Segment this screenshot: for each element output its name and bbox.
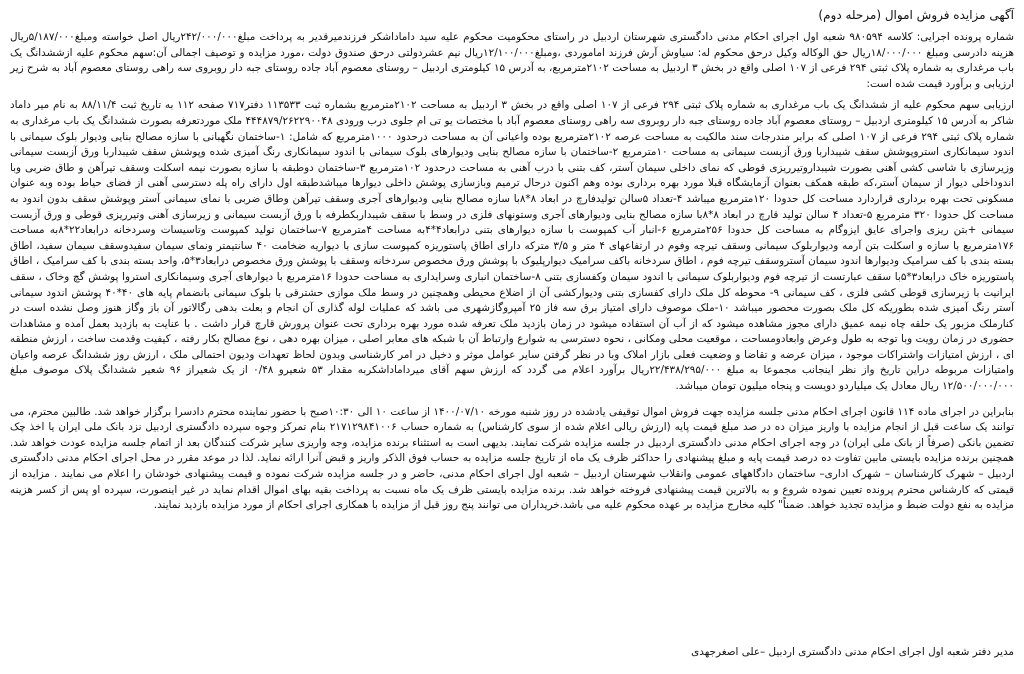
property-appraisal-paragraph: ارزیابی سهم محکوم علیه از ششدانگ یک باب مرغداری به شماره پلاک ثبتی ۲۹۴ فرعی از ۱۰۷ اصلی واقع در بخش ۳ اردبیل به مساحت ۲۱۰۲مترمربع بشماره ثبت ۱۱۳۵۳۳ دفتر۷۱۷ صفحه ۱۱۲ به تاریخ ثبت ۸۸/۱۱/۴ به نام میر داماد شاکر به آدرس ۱۵ کیلومتری اردبیل – روستای معصوم آباد جاده روستای جبه دار روبروی سه راهی روستای معصوم آباد با مختصات یو تی ام جلوی درب ورودی ۴۴۴۸۷۹/۲۶۲۲۹۰۰۴۸ ملک موردتعرفه بصورت ششدانگ یک باب مرغداری به شماره پلاک ثبتی ۲۹۴ فرعی از ۱۰۷ اصلی که برابر مندرجات سند مالکیت به مساحت عرصه ۲۱۰۲مترمربع بوده واعیانی آن به مساحت درحدود ۱۰۰۰مترمربع که شامل: ۱-ساختمان نگهبانی با سازه مصالح بنایی ودیوار بلوک سیمانی با اندود سیمانکاری استروپوشش سقف شیبداربا ورق آزبست سیمانی به مساحت ۱۰مترمربع ۲-ساختمان با سازه مصالح بنایی ودیوارهای بلوک سیمانی با اندود سیمانکاری رنگ آمیزی شده وپوشش سقف شیبداربا ورق آزبست سیمانی وزیرسازی با شاسی کشی آهنی بصورت شیبداروتیرریزی قوطی که نمای داخلی سیمان آستر، کف بتنی با درب آهنی به مساحت درحدود ۱۰۲مترمربع ۳-ساختمان دوطبقه با سازه بصورت نیمه اسکلت وسقف تیرآهن و طاق ضربی وبا اندوداخلی دیوار از سیمان آستر،که طبقه همکف بعنوان آزمایشگاه قبلا مورد بهره برداری بوده وهم اکنون درحال ترمیم وبازسازی پوشش داخلی دیوارها میباشدطبقه اول دارای راه پله دسترسی آهنی از فضای حیاط بوده وبه عنوان مسکونی تحت بهره برداری قراردارد مساحت کل حدودا ۱۲۰مترمربع میباشد ۴-تعداد ۵سالن تولیدفارچ در ابعاد ۸*۸با سازه مصالح بنایی ودیوارهای آجری وسقف تیرآهن وطاق ضربی با نمای سیمانی آستر وپوشش سقف بدون اندود به مساحت کل حدودا ۳۲۰ مترمربع ۵-تعداد ۴ سالن تولید قارچ در ابعاد ۸*۸با سازه مصالح بنایی ودیوارهای آجری وستونهای فلزی در وسط با سقف شیبداربکطرفه با ورق آزبست سیمانی و زیرسازی آهنی وتیرریزی قوطی و ورق آزبست سیمانی +بتن ریزی واجرای عایق ایزوگام به مساحت کل حدودا ۲۵۶مترمربع ۶-انبار آب کمپوست با سازه دیوارهای بتنی درابعاد۴*۴به مساحت ۴مترمربع ۷-ساختمان تولید کمپوست وتاسیسات وسردخانه درابعاد۲۲*۸به مساحت ۱۷۶مترمربع با سازه و اسکلت بتن آرمه ودیواربلوک سیمانی وسقف تیرچه وفوم در ارتفاعهای ۴ متر و ۳/۵ مترکه دارای اطاق پاستوریزه کمپوست سازی با دیواریه ضخامت ۴۰ سانتیمتر ونمای سیمان سفیدوسقف سیمان سفید، اطاق بسته بندی با کف سرامیک ودیوارها اندود سیمان آستروسقف تیرچه فوم ، اطاق سردخانه باکف سرامیک دیوارپلیوک با پوشش ورق مخصوص سردخانه وسقف با پوشش ورق مخصوص درابعاد۳*۵، واحد بسته بندی با کف سرامیک ، اطاق پاستوریزه خاک درابعاد۳*۵با سقف عبارتست از تیرچه فوم ودیواربلوک سیمانی با اندود سیمان وکفسازی بتنی ۸-ساختمان انباری وسرایداری به مساحت حدودا ۱۶مترمربع با دیوارهای آجری وسیمانکاری استروا پوشش گچ وخاک ، سقف ایرانیت با زیرسازی قوطی کشی فلزی ، کف سیمانی ۹- محوطه کل ملک دارای کفسازی بتنی ودیوارکشی آن از اضلاع محیطی وهمچنین در وسط ملک موازی حشترقی با بلوک سیمانی بانضمام پایه های ۴۰*۴۰ پوشش اندود سیمانی آستر رنگ آمیزی شده بطوریکه کل ملک بصورت محصور میباشد ۱۰-ملک موصوف دارای امتیاز برق سه فاز ۲۵ آمپروگازشهری می باشد که عملیات لوله گذاری آن انجام و بعلت بدهی رگالاتور آن باز وگاز هنوز وصل نشده است در کنارملک مزبور یک حلقه چاه نیمه عمیق دارای مجوز مشاهده میشود که از آب آن استفاده میشود در زمان بازدید ملک تعرفه شده مورد بهره برداری تحت عنوان پرورش قارچ قرار داشت . با عنایت به بازدید بعمل آمده و مشاهدات حضوری در زمان رویت وبا توجه به طول وعرض وابعادومساحت ، موقعیت محلی ومکانی ، نحوه دسترسی به شوارع وارتباط آن با شبکه های معابر اصلی ، میزان بهره دهی ، نوع مصالح بکار رفته ، کیفیت وقدمت ساخت ، ارزش منطقه ای ، ارزش امتیازات واشتراکات موجود ، میزان عرضه و تقاضا و وضعیت فعلی بازار املاک وبا در نظر گرفتن سایر عوامل موثر و دخیل در امر کارشناسی وبدون لحاظ تعهدات ودیون احتمالی ملک ، ارزش روز ششدانگ عرصه واعیان وامتیازات مربوطه دراین تاریخ واز نظر اینجانب مجموعا به مبلغ ۲۲/۴۳۸/۲۹۵/۰۰۰ریال برآورد اعلام می گردد که ارزش سهم آقای میرداماداشکربه مقدار ۵۳ شعیرو ۰/۴۸ از یک شعیراز ۹۶ شعیر ششدانگ پلاک موصوف مبلغ ۱۲/۵۰۰/۰۰۰/۰۰۰ ریال معادل یک میلیاردو دویست و پنجاه میلیون تومان میباشد. xyxy=(10,99,1015,393)
notice-title: آگهی مزایده فروش اموال (مرحله دوم) xyxy=(818,8,1014,22)
auction-terms-paragraph: بنابراین در اجرای ماده ۱۱۴ قانون اجرای احکام مدنی جلسه مزایده جهت فروش اموال توقیفی یادشده در روز شنبه مورخه ۱۴۰۰/۰۷/۱۰ از ساعت ۱۰ الی ۱۰:۳۰صبح با حضور نماینده محترم دادسرا برگزار خواهد شد. طالبین محترم، می توانند یک ساعت قبل از انجام مزایده با واریز میزان ده در صد مبلغ قیمت پایه (ارزش ریالی اعلام شده از سوی کارشناس) به شماره حساب ۲۱۷۱۲۹۸۴۱۰۰۶ بنام تمرکز وجوه سپرده دادگستری اردبیل نزد بانک ملی ایران یا اخذ چک تضمین بانکی (صرفاً از بانک ملی ایران) در وجه اجرای احکام مدنی دادگستری اردبیل در جلسه مزایده شرکت نمایند. بدیهی است به استثناء برنده مزایده، وجه واریزی سایر شرکت کنندگان بعد از اتمام جلسه مزایده عودت خواهد شد. همچنین برنده مزایده بایستی مابین تفاوت ده درصد قیمت پایه و مبلغ پیشنهادی را حداکثر ظرف یک ماه از تاریخ جلسه مزایده به حساب فوق الذکر واریز و قبض آنرا ارائه نماید. لذا در موعد مقرر در محل اجرای احکام مدنی دادگستری اردبیل – شهرک کارشناسان – شهرک اداری– ساختمان دادگاههای عمومی وانقلاب شهرستان اردبیل – شعبه اول اجرای احکام مدنی، حاضر و در جلسه مزایده شرکت نموده و قیمت پیشنهادی خودشان را اعلام می نمایند . مزایده از قیمتی که کارشناس محترم پرونده تعیین نموده شروع و به بالاترین قیمت پیشنهادی فروخته خواهد شد. برنده مزایده بایستی ظرف یک ماه نسبت به پرداخت بقیه بهای اموال اقدام نماید در غیر اینصورت، سپرده او پس از کسر هزینه مزایده به نفع دولت ضبط و مزایده تجدید خواهد. ضمناً" کلیه مخارج مزایده بر عهده محکوم علیه می باشد.خریداران می توانند پنج روز قبل از مزایده با همکاری اجرای احکام از مورد مزایده بازدید نمایند. xyxy=(10,405,1014,512)
signature-line: مدیر دفتر شعبه اول اجرای احکام مدنی دادگستری اردبیل –علی اصغرجهدی xyxy=(691,646,1014,658)
case-summary-paragraph: شماره پرونده اجرایی: کلاسه ۹۸۰۵۹۴ شعبه اول اجرای احکام مدنی دادگستری شهرستان اردبیل در راستای محکومیت محکوم علیه سید داماداشکر فرزندمیرقدیر به پرداخت مبلغ۲۴۲/۰۰۰/۰۰۰ریال اصل خواسته ومبلغ۵/۱۸۷/۰۰۰ریال هزینه دادرسی ومبلغ ۱۸/۰۰۰/۰۰۰ریال حق الوکاله وکیل درحق محکوم له: سیاوش آرش فرزند اماموردی ،ومبلغ۱۲/۱۰۰/۰۰۰ریال نیم عشردولتی درحق صندوق دولت ،مورد مزایده و توصیف اجمالی آن:سهم محکوم علیه ازششدانگ یک باب مرغداری به شماره پلاک ثبتی ۲۹۴ فرعی از ۱۰۷ اصلی واقع در بخش ۳ اردبیل به مساحت ۲۱۰۲مترمربع، به آدرس ۱۵ کیلومتری اردبیل – روستای معصوم آباد جاده روستای جبه دار روبروی سه راهی روستای معصوم آباد به شرح زیر ارزیابی و برآورد قیمت شده است: xyxy=(10,31,1015,90)
